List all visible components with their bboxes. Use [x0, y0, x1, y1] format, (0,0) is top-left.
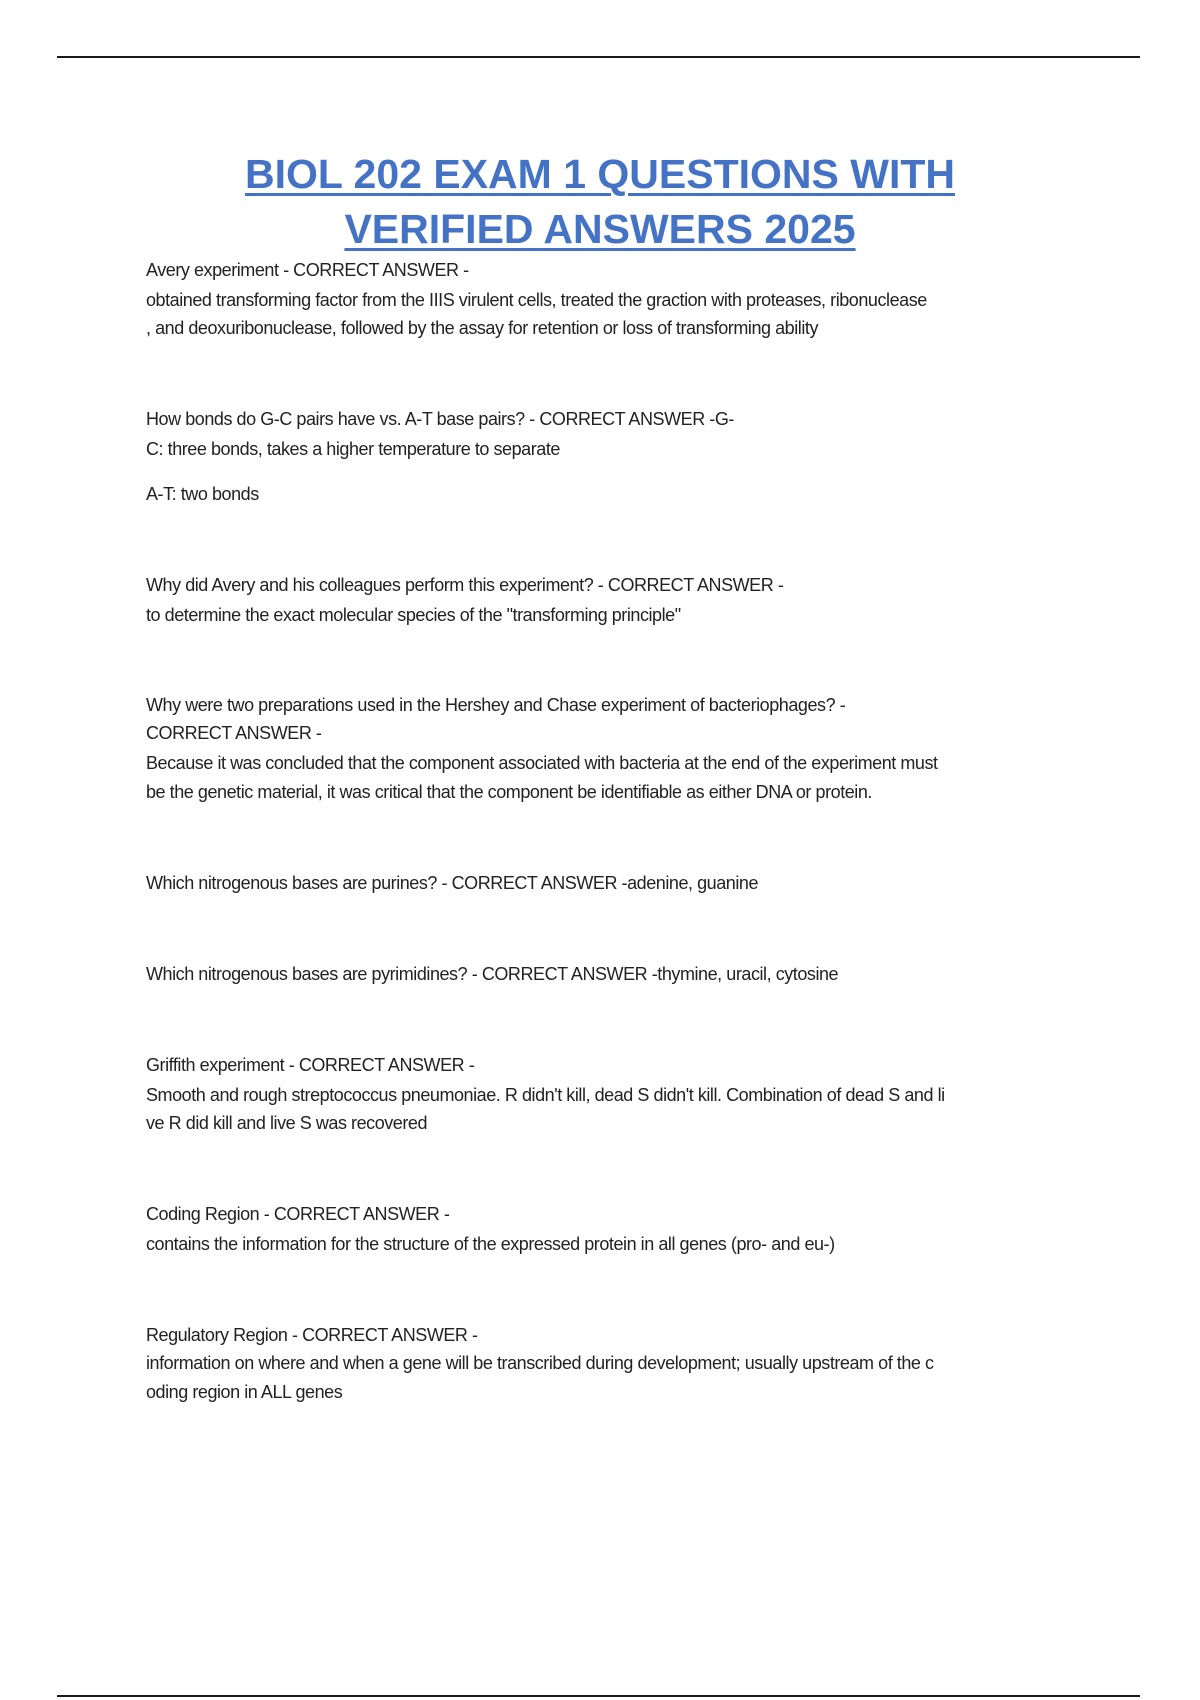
answer-text: A-T: two bonds: [146, 484, 259, 504]
answer-text: contains the information for the structure of the expressed protein in all genes (pro- and eu-): [146, 1234, 835, 1254]
question-text: Griffith experiment - CORRECT ANSWER -: [146, 1055, 475, 1075]
answer-text: obtained transforming factor from the IIIS virulent cells, treated the graction with proteases, ribonuclease: [146, 290, 927, 310]
question-text: CORRECT ANSWER -: [146, 723, 322, 743]
answer-text: Smooth and rough streptococcus pneumoniae. R didn't kill, dead S didn't kill. Combination of dead S and li: [146, 1085, 945, 1105]
title-text: BIOL 202 EXAM 1 QUESTIONS WITH: [244, 151, 956, 197]
question-text: How bonds do G-C pairs have vs. A-T base pairs? - CORRECT ANSWER -G-: [146, 409, 734, 429]
answer-text: to determine the exact molecular species of the "transforming principle": [146, 605, 681, 625]
question-text: Coding Region - CORRECT ANSWER -: [146, 1204, 450, 1224]
question-text: Which nitrogenous bases are purines? - CORRECT ANSWER -adenine, guanine: [146, 873, 759, 893]
answer-text: Because it was concluded that the component associated with bacteria at the end of the experiment must: [146, 753, 938, 773]
answer-text: C: three bonds, takes a higher temperature to separate: [146, 439, 560, 459]
document-title-line1: [0, 150, 1200, 198]
question-text: Why were two preparations used in the Hershey and Chase experiment of bacteriophages? -: [146, 695, 846, 715]
question-text: Regulatory Region - CORRECT ANSWER -: [146, 1325, 478, 1345]
answer-text: ve R did kill and live S was recovered: [146, 1113, 428, 1133]
top-rule: [57, 56, 1140, 58]
answer-text: oding region in ALL genes: [146, 1382, 343, 1402]
question-text: Avery experiment - CORRECT ANSWER -: [146, 260, 469, 280]
answer-text: be the genetic material, it was critical that the component be identifiable as either DNA or protein.: [146, 782, 872, 802]
document-title-line2: [0, 205, 1200, 253]
title-text: VERIFIED ANSWERS 2025: [344, 206, 856, 252]
bottom-rule: [57, 1695, 1140, 1697]
answer-text: , and deoxuribonuclease, followed by the assay for retention or loss of transforming ability: [146, 318, 818, 338]
question-text: Which nitrogenous bases are pyrimidines? - CORRECT ANSWER -thymine, uracil, cytosine: [146, 964, 839, 984]
answer-text: information on where and when a gene will be transcribed during development; usually upstream of the c: [146, 1353, 934, 1373]
question-text: Why did Avery and his colleagues perform this experiment? - CORRECT ANSWER -: [146, 575, 784, 595]
